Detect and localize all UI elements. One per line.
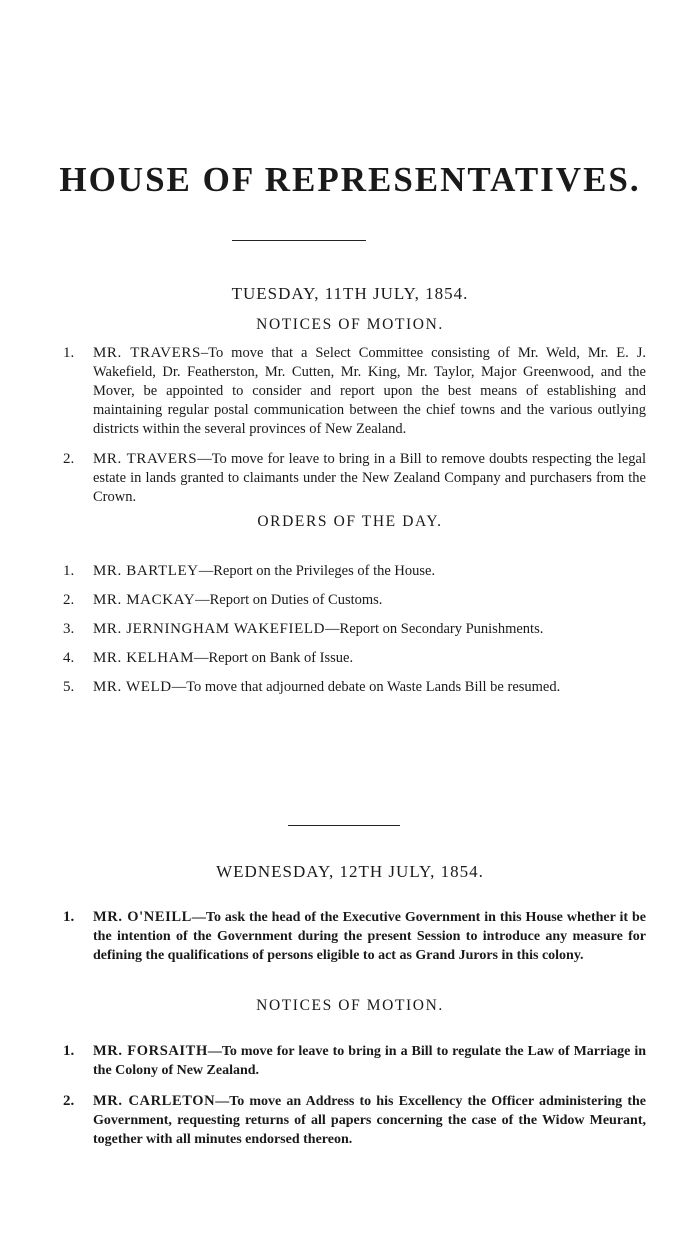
- list-item: [63, 1042, 646, 1080]
- list-item: [63, 649, 646, 668]
- item-number: 1.: [63, 909, 75, 925]
- questions-list: [63, 908, 646, 965]
- member-name: MR. KELHAM: [93, 650, 195, 666]
- member-name: MR. MACKAY: [93, 592, 196, 608]
- item-number: 2.: [63, 1093, 75, 1109]
- notices-of-motion-heading-2: NOTICES OF MOTION.: [256, 997, 444, 1014]
- member-name: MR. TRAVERS: [93, 451, 198, 467]
- item-number: 3.: [63, 621, 75, 637]
- notices-of-motion-list: [63, 344, 646, 507]
- title-divider: [232, 240, 366, 241]
- item-number: 2.: [63, 451, 75, 467]
- member-name: MR. FORSAITH: [93, 1043, 208, 1059]
- item-text: —Report on the Privileges of the House.: [198, 563, 436, 579]
- list-item: [63, 450, 646, 507]
- notices-of-motion-list-2: [63, 1042, 646, 1149]
- item-number: 1.: [63, 563, 75, 579]
- item-text: —Report on Bank of Issue.: [194, 650, 354, 666]
- member-name: MR. WELD: [93, 679, 172, 695]
- list-item: [63, 344, 646, 439]
- list-item: [63, 678, 646, 697]
- list-item: [63, 591, 646, 610]
- item-text: —To move an Address to his Excellency the Officer administering the Government, requesting returns of all papers concerning the case of the Widow Meurant, together with all minutes endorsed thereon.: [93, 1094, 646, 1147]
- item-number: 1.: [63, 345, 75, 361]
- item-text: —Report on Duties of Customs.: [195, 592, 383, 608]
- list-item: [63, 1092, 646, 1149]
- item-text: —To move that adjourned debate on Waste Lands Bill be resumed.: [171, 679, 561, 695]
- item-text: —To move for leave to bring in a Bill to remove doubts respecting the legal estate in lands granted to claimants under the New Zealand Company and purchasers from the Crown.: [93, 451, 646, 505]
- item-number: 5.: [63, 679, 75, 695]
- item-number: 2.: [63, 592, 75, 608]
- member-name: MR. O'NEILL: [93, 909, 192, 925]
- item-text: —To ask the head of the Executive Government in this House whether it be the intention of the Government during the present Session to introduce any measure for defining the qualifications of persons eligible to act as Grand Jurors in this colony.: [93, 910, 646, 963]
- item-number: 1.: [63, 1043, 75, 1059]
- member-name: MR. JERNINGHAM WAKEFIELD: [93, 621, 326, 637]
- list-item: [63, 562, 646, 581]
- item-text: —To move for leave to bring in a Bill to regulate the Law of Marriage in the Colony of New Zealand.: [93, 1044, 646, 1078]
- list-item: [63, 620, 646, 639]
- orders-of-the-day-heading: ORDERS OF THE DAY.: [257, 513, 443, 530]
- item-text: –To move that a Select Committee consisting of Mr. Weld, Mr. E. J. Wakefield, Dr. Featherston, Mr. Cutten, Mr. King, Mr. Taylor, Major Greenwood, and the Mover, be appointed to consider and report upon the best means of establishing and maintaining regular postal communication between the chief towns and the various outlying districts within the several provinces of New Zealand.: [93, 345, 646, 437]
- notices-of-motion-heading: NOTICES OF MOTION.: [256, 316, 444, 333]
- orders-of-the-day-list: [63, 562, 646, 697]
- member-name: MR. CARLETON: [93, 1093, 216, 1109]
- section-date-tuesday: TUESDAY, 11TH JULY, 1854.: [231, 284, 469, 303]
- member-name: MR. TRAVERS: [93, 345, 201, 361]
- item-number: 4.: [63, 650, 75, 666]
- member-name: MR. BARTLEY: [93, 563, 199, 579]
- document-title: HOUSE OF REPRESENTATIVES.: [59, 160, 641, 199]
- item-text: —Report on Secondary Punishments.: [325, 621, 544, 637]
- list-item: [63, 908, 646, 965]
- section-date-wednesday: WEDNESDAY, 12TH JULY, 1854.: [216, 862, 484, 881]
- section-divider: [288, 825, 400, 826]
